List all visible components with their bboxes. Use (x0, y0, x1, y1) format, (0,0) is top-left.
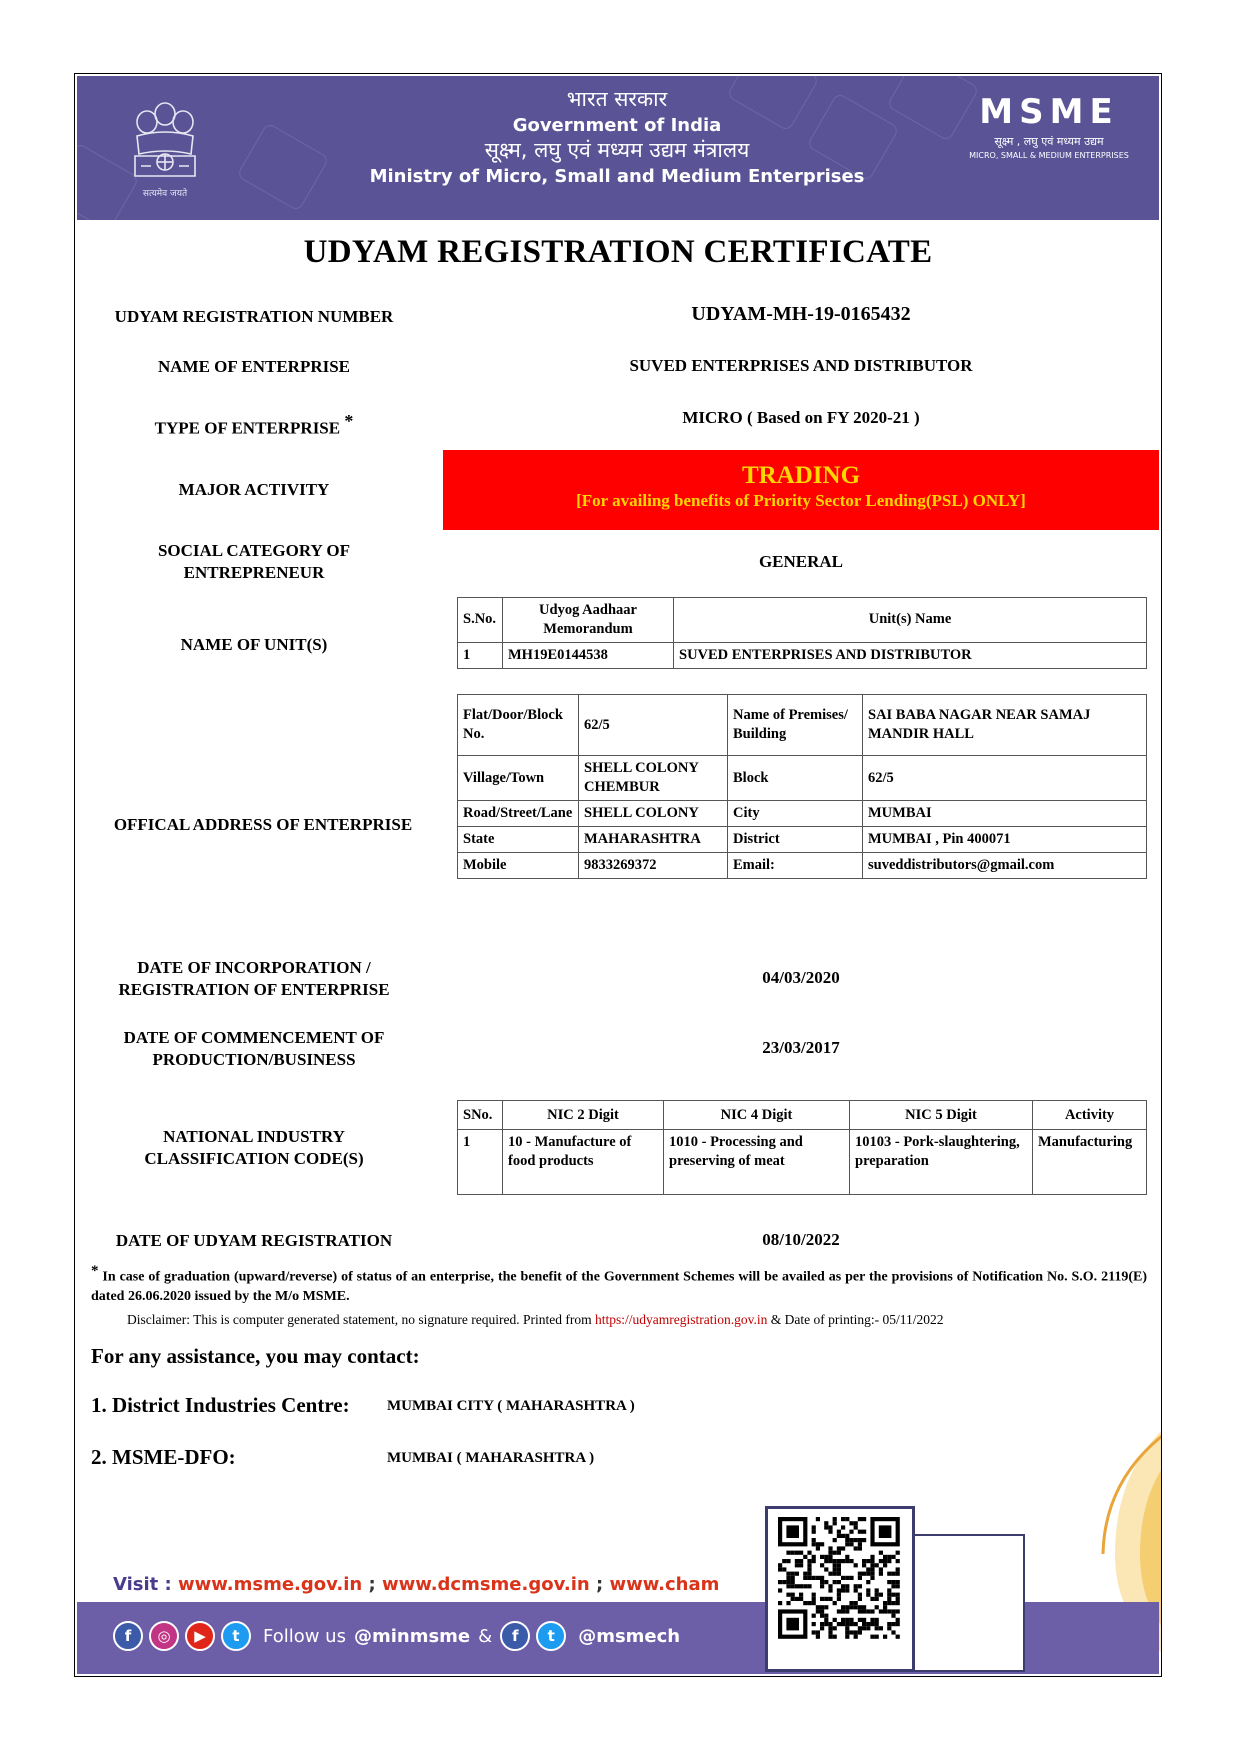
msme-website-link[interactable]: www.msme.gov.in (178, 1574, 363, 1595)
minmsme-handle[interactable]: @minmsme (353, 1625, 471, 1647)
social-category-label (89, 540, 419, 584)
dcmsme-website-link[interactable]: www.dcmsme.gov.in (381, 1574, 590, 1595)
table-cell: suveddistributors@gmail.com (863, 852, 1147, 878)
table-cell: SAI BABA NAGAR NEAR SAMAJ MANDIR HALL (863, 695, 1147, 756)
table-row (458, 1130, 1147, 1195)
header-banner (77, 76, 1159, 220)
nic-codes-label-line1: NATIONAL INDUSTRY (163, 1127, 345, 1146)
disclaimer-text: Disclaimer: This is computer generated statement, no signature required. Printed from (127, 1312, 595, 1327)
enterprise-type-label-text: TYPE OF ENTERPRISE (154, 418, 341, 438)
commencement-date-label-line2: PRODUCTION/BUSINESS (152, 1050, 356, 1070)
table-cell: Village/Town (458, 756, 579, 801)
table-cell: State (458, 826, 579, 852)
follow-us-text: Follow us (263, 1625, 346, 1647)
table-cell: Flat/Door/Block No. (458, 695, 579, 756)
certificate-frame (74, 73, 1162, 1677)
table-header-cell: NIC 4 Digit (664, 1101, 850, 1130)
msme-sub-text: MICRO, SMALL & MEDIUM ENTERPRISES (969, 151, 1129, 160)
social-category-value: GENERAL (758, 552, 844, 571)
msme-dfo-value: MUMBAI ( MAHARASHTRA ) (387, 1450, 595, 1466)
government-title-block (337, 86, 897, 189)
table-header-cell: Unit(s) Name (674, 598, 1147, 643)
units-table (457, 597, 1147, 669)
ministry-text: Ministry of Micro, Small and Medium Enterprises (369, 166, 865, 188)
youtube-icon[interactable]: ▶ (185, 1621, 215, 1651)
champions-website-link[interactable]: www.cham (609, 1574, 720, 1595)
reg-no-value: UDYAM-MH-19-0165432 (691, 303, 911, 325)
udyam-date-value: 08/10/2022 (762, 1230, 840, 1249)
official-address-label: OFFICAL ADDRESS OF ENTERPRISE (113, 815, 413, 834)
visit-label: Visit : (113, 1574, 172, 1595)
table-cell: Mobile (458, 852, 579, 878)
address-table (457, 694, 1147, 879)
table-cell: District (728, 826, 863, 852)
disclaimer-print-date: & Date of printing:- 05/11/2022 (767, 1312, 944, 1327)
table-row (458, 695, 1147, 756)
twitter-icon[interactable]: t (221, 1621, 251, 1651)
instagram-icon[interactable]: ◎ (149, 1621, 179, 1651)
social-category-label-line1: SOCIAL CATEGORY OF (157, 541, 351, 560)
major-activity-note: [For availing benefits of Priority Sector Lending(PSL) ONLY] (576, 491, 1026, 510)
msme-dfo-label: 2. MSME-DFO: (91, 1445, 236, 1469)
facebook-icon[interactable]: f (113, 1621, 143, 1651)
facebook-icon[interactable]: f (500, 1621, 530, 1651)
twitter-icon[interactable]: t (536, 1621, 566, 1651)
incorporation-date-label (89, 957, 419, 1001)
table-cell: 62/5 (863, 756, 1147, 801)
table-cell: MUMBAI , Pin 400071 (863, 826, 1147, 852)
nic-codes-table (457, 1100, 1147, 1195)
incorporation-date-value: 04/03/2020 (762, 968, 840, 987)
table-row (458, 801, 1147, 827)
certificate-title: UDYAM REGISTRATION CERTIFICATE (303, 234, 933, 270)
footnote-marker: * (91, 1263, 99, 1279)
msme-hindi-text: सूक्ष्म , लघु एवं मध्यम उद्यम (994, 135, 1104, 148)
table-cell: 9833269372 (579, 852, 728, 878)
social-links (113, 1616, 680, 1656)
table-row (458, 642, 1147, 668)
enterprise-type-value: MICRO ( Based on FY 2020-21 ) (682, 408, 920, 427)
table-cell: Name of Premises/ Building (728, 695, 863, 756)
visit-websites (113, 1574, 719, 1595)
table-cell: 10103 - Pork-slaughtering, preparation (850, 1130, 1033, 1195)
reg-no-label: UDYAM REGISTRATION NUMBER (114, 307, 394, 326)
table-header-cell: S.No. (458, 598, 503, 643)
nic-codes-label-line2: CLASSIFICATION CODE(S) (144, 1149, 364, 1169)
enterprise-type-label (89, 410, 419, 440)
table-header-cell: Udyog Aadhaar Memorandum (503, 598, 674, 643)
social-category-label-line2: ENTREPRENEUR (183, 563, 325, 583)
disclaimer (127, 1312, 943, 1328)
commencement-date-value: 23/03/2017 (762, 1038, 840, 1057)
nic-codes-label (89, 1126, 419, 1170)
udyam-date-label: DATE OF UDYAM REGISTRATION (115, 1231, 393, 1250)
table-cell: SHELL COLONY (579, 801, 728, 827)
table-cell: City (728, 801, 863, 827)
table-cell: Block (728, 756, 863, 801)
assistance-heading: For any assistance, you may contact: (91, 1344, 420, 1368)
table-cell: 1 (458, 1130, 503, 1195)
units-label: NAME OF UNIT(S) (180, 635, 328, 654)
qr-code (770, 1511, 910, 1667)
table-cell: MUMBAI (863, 801, 1147, 827)
incorporation-date-label-line1: DATE OF INCORPORATION / (137, 958, 371, 977)
graduation-footnote (91, 1261, 1147, 1306)
table-cell: Road/Street/Lane (458, 801, 579, 827)
table-cell: 62/5 (579, 695, 728, 756)
table-header-cell: NIC 5 Digit (850, 1101, 1033, 1130)
table-row (458, 756, 1147, 801)
qr-code-frame (765, 1506, 915, 1672)
incorporation-date-label-line2: REGISTRATION OF ENTERPRISE (118, 980, 390, 1000)
ampersand: & (478, 1625, 493, 1647)
enterprise-name-label: NAME OF ENTERPRISE (157, 357, 351, 376)
separator: ; (362, 1574, 382, 1595)
table-cell: 10 - Manufacture of food products (503, 1130, 664, 1195)
major-activity-label: MAJOR ACTIVITY (178, 480, 330, 499)
qr-side-panel (911, 1534, 1025, 1672)
table-header-cell: Activity (1033, 1101, 1147, 1130)
table-header-cell: NIC 2 Digit (503, 1101, 664, 1130)
dic-label: 1. District Industries Centre: (91, 1393, 350, 1417)
table-cell: Manufacturing (1033, 1130, 1147, 1195)
table-cell: MH19E0144538 (503, 642, 674, 668)
major-activity-box (443, 450, 1159, 530)
udyam-portal-link[interactable]: https://udyamregistration.gov.in (595, 1312, 768, 1327)
table-cell: SUVED ENTERPRISES AND DISTRIBUTOR (674, 642, 1147, 668)
national-emblem-icon (125, 92, 205, 204)
msme-logo-text: MSME (979, 92, 1119, 132)
table-cell: 1010 - Processing and preserving of meat (664, 1130, 850, 1195)
hindi-ministry-text: सूक्ष्म, लघु एवं मध्यम उद्यम मंत्रालय (484, 138, 750, 163)
dic-value: MUMBAI CITY ( MAHARASHTRA ) (387, 1398, 635, 1414)
gov-india-text: Government of India (512, 114, 722, 136)
commencement-date-label (89, 1027, 419, 1071)
footnote-text: In case of graduation (upward/reverse) of status of an enterprise, the benefit of the Government Schemes will be availed as per the provisions of Notification No. S.O. 2119(E) dated 26.06.2020 issued by the M/o MSME. (91, 1269, 1147, 1304)
msme-logo (959, 94, 1139, 160)
separator: ; (589, 1574, 610, 1595)
enterprise-name-value: SUVED ENTERPRISES AND DISTRIBUTOR (629, 356, 973, 375)
table-header-cell: SNo. (458, 1101, 503, 1130)
table-header-row (458, 1101, 1147, 1130)
table-cell: Email: (728, 852, 863, 878)
commencement-date-label-line1: DATE OF COMMENCEMENT OF (123, 1028, 385, 1047)
table-header-row (458, 598, 1147, 643)
hindi-gov-text: भारत सरकार (566, 87, 668, 111)
table-cell: SHELL COLONY CHEMBUR (579, 756, 728, 801)
table-cell: MAHARASHTRA (579, 826, 728, 852)
table-cell: 1 (458, 642, 503, 668)
type-footnote-marker: * (344, 411, 354, 431)
table-row (458, 826, 1147, 852)
table-row (458, 852, 1147, 878)
major-activity-value: TRADING (741, 462, 861, 489)
emblem-motto: सत्यमेव जयते (142, 189, 188, 199)
msmech-handle[interactable]: @msmech (578, 1625, 681, 1647)
